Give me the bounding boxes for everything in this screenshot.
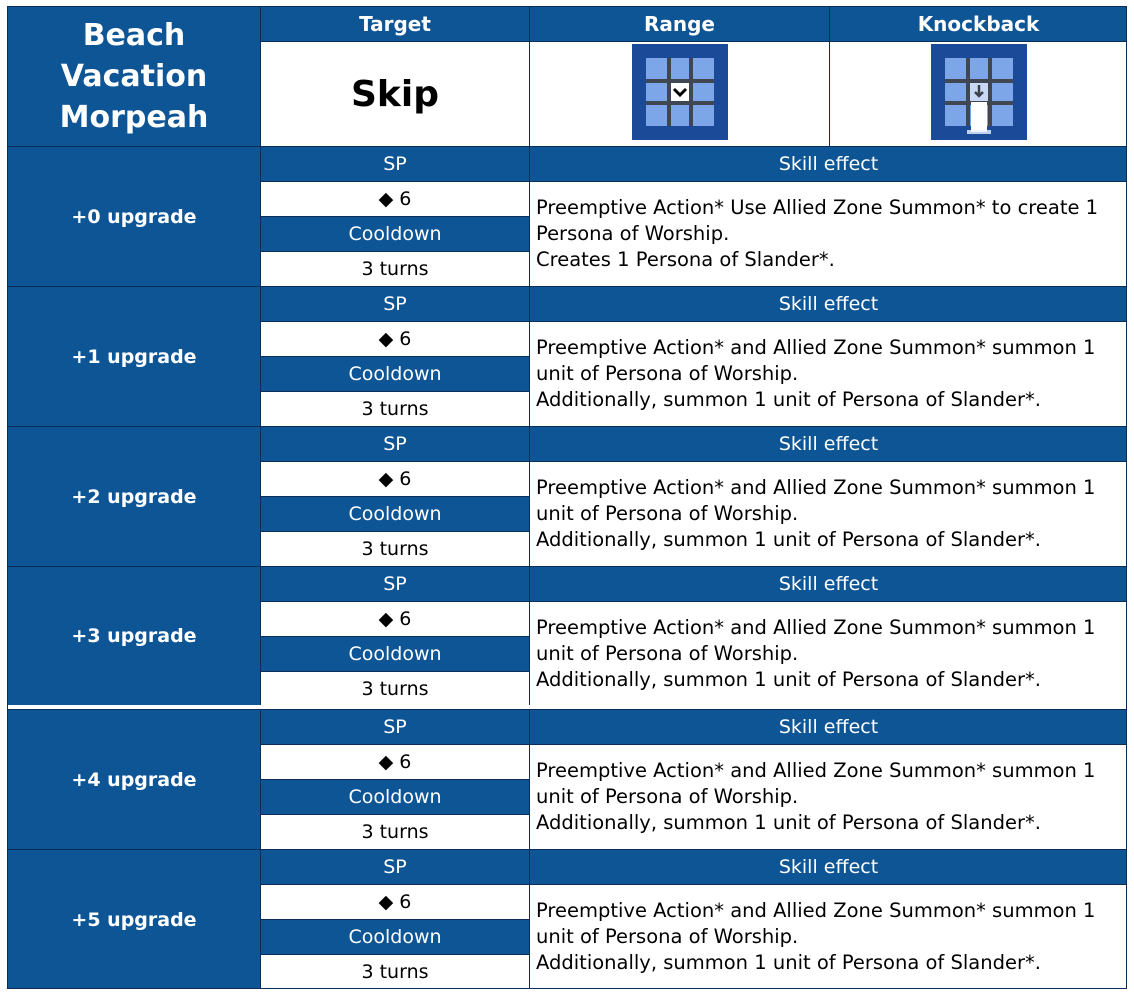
skill-effect-lines [536, 615, 1095, 693]
cooldown-value: 3 turns [260, 814, 529, 849]
cooldown-label: Cooldown [260, 636, 529, 671]
cooldown-value: 3 turns [260, 954, 529, 989]
skill-effect-text [529, 321, 1127, 426]
skill-effect-line: Preemptive Action* and Allied Zone Summon* summon 1 [536, 759, 1096, 782]
cooldown-value: 3 turns [260, 251, 529, 286]
skill-effect-lines [536, 758, 1095, 836]
skill-effect-line: Preemptive Action* and Allied Zone Summon* summon 1 [536, 615, 1096, 639]
sp-value: ◆ 6 [260, 461, 529, 496]
skill-effect-text [529, 884, 1127, 989]
skill-effect-text [529, 601, 1127, 705]
skill-effect-text [529, 744, 1127, 849]
cooldown-label: Cooldown [260, 919, 529, 954]
skill-effect-label: Skill effect [529, 566, 1127, 601]
skill-effect-line: Persona of Worship. [536, 222, 730, 245]
cooldown-label: Cooldown [260, 356, 529, 391]
skill-effect-line: Additionally, summon 1 unit of Persona of Slander*. [536, 667, 1041, 691]
skill-effect-text [529, 461, 1127, 566]
skill-effect-label: Skill effect [529, 426, 1127, 461]
sp-label: SP [260, 709, 529, 744]
sp-label: SP [260, 566, 529, 601]
character-name-line2: Morpeah [59, 100, 209, 135]
skill-effect-line: Preemptive Action* and Allied Zone Summon* summon 1 [536, 476, 1096, 499]
range-header: Range [529, 6, 829, 41]
cooldown-label: Cooldown [260, 216, 529, 251]
sp-value: ◆ 6 [260, 601, 529, 636]
skill-effect-line: Additionally, summon 1 unit of Persona of Slander*. [536, 811, 1041, 834]
cooldown-value: 3 turns [260, 391, 529, 426]
skill-effect-line: Creates 1 Persona of Slander*. [536, 248, 835, 271]
cooldown-label: Cooldown [260, 496, 529, 531]
skill-effect-lines [536, 475, 1095, 553]
cooldown-value: 3 turns [260, 531, 529, 566]
range-cell [529, 41, 829, 146]
skill-effect-line: unit of Persona of Worship. [536, 362, 799, 385]
skill-effect-line: unit of Persona of Worship. [536, 785, 799, 808]
cooldown-label: Cooldown [260, 779, 529, 814]
skill-effect-label: Skill effect [529, 286, 1127, 321]
skill-effect-label: Skill effect [529, 146, 1127, 181]
skill-effect-line: unit of Persona of Worship. [536, 925, 799, 948]
skill-effect-lines [536, 195, 1098, 273]
skill-effect-line: Preemptive Action* Use Allied Zone Summon* to create 1 [536, 196, 1099, 219]
skill-effect-line: Preemptive Action* and Allied Zone Summon* summon 1 [536, 336, 1096, 359]
skill-effect-line: unit of Persona of Worship. [536, 502, 799, 525]
skill-effect-lines [536, 335, 1095, 413]
sp-label: SP [260, 426, 529, 461]
sp-label: SP [260, 849, 529, 884]
range-grid-down-arrow-icon [632, 44, 728, 144]
skill-effect-text [529, 181, 1127, 286]
sp-value: ◆ 6 [260, 744, 529, 779]
upgrade-level: +5 upgrade [7, 849, 260, 989]
sp-value: ◆ 6 [260, 884, 529, 919]
skill-effect-label: Skill effect [529, 709, 1127, 744]
skill-effect-line: Additionally, summon 1 unit of Persona of Slander*. [536, 951, 1041, 974]
knockback-cell [829, 41, 1127, 146]
sp-label: SP [260, 146, 529, 181]
upgrade-level: +4 upgrade [7, 709, 260, 849]
skill-effect-line: unit of Persona of Worship. [536, 641, 799, 665]
cooldown-value: 3 turns [260, 671, 529, 705]
knockback-grid-arrow-icon [931, 44, 1027, 144]
skill-effect-label: Skill effect [529, 849, 1127, 884]
sp-label: SP [260, 286, 529, 321]
skill-effect-lines [536, 898, 1095, 976]
character-name [7, 6, 260, 146]
target-value: Skip [260, 41, 529, 146]
skill-effect-line: Preemptive Action* and Allied Zone Summon* summon 1 [536, 899, 1096, 922]
upgrade-level: +2 upgrade [7, 426, 260, 566]
skill-effect-line: Additionally, summon 1 unit of Persona of Slander*. [536, 388, 1041, 411]
knockback-header: Knockback [829, 6, 1127, 41]
upgrade-level: +0 upgrade [7, 146, 260, 286]
upgrade-level: +1 upgrade [7, 286, 260, 426]
upgrade-level: +3 upgrade [7, 566, 260, 705]
sp-value: ◆ 6 [260, 321, 529, 356]
skill-effect-line: Additionally, summon 1 unit of Persona of Slander*. [536, 528, 1041, 551]
sp-value: ◆ 6 [260, 181, 529, 216]
character-name-line1: Beach Vacation [60, 18, 208, 94]
target-header: Target [260, 6, 529, 41]
